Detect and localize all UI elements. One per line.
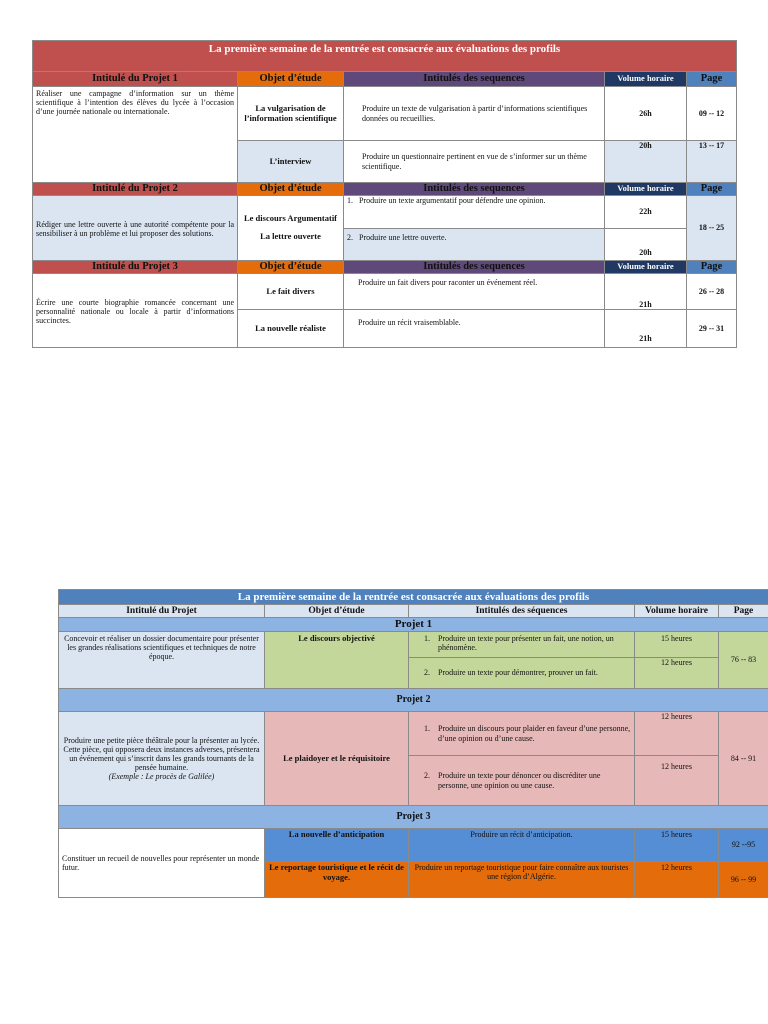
page-cell: 92 --95 [719,829,768,862]
objet-label: La lettre ouverte [260,231,321,242]
header-objet: Objet d’étude [238,183,344,196]
objet-cell: La nouvelle d’anticipation [265,829,409,862]
volume-cell: 12 heures [635,712,719,756]
volume-cell: 20h [605,141,687,183]
page-cell: 26 -- 28 [687,274,737,310]
header-page: Page [687,183,737,196]
project1-description: Réaliser une campagne d’information sur un thème scientifique à l’intention des élèves du lycée à l’occasion d’une journée nationale ou internationale. [33,87,238,183]
sequence-cell [344,229,605,261]
header-page: Page [687,72,737,87]
header-projet: Intitulé du Projet [59,605,265,618]
header-sequences: Intitulés des sequences [344,183,605,196]
page-cell: 29 -- 31 [687,310,737,348]
volume-cell: 15 heures [635,632,719,658]
project1-title: Intitulé du Projet 1 [33,72,238,87]
header-volume: Volume horaire [605,261,687,274]
sequence-text: Produire un texte pour dénoncer ou discréditer une personne, une opinion ou une cause. [438,771,601,790]
sequence-cell [409,712,635,756]
table1-banner: La première semaine de la rentrée est consacrée aux évaluations des profils [33,41,737,72]
header-page: Page [687,261,737,274]
description-text: Produire une petite pièce théâtrale pour la présenter au lycée. Cette pièce, qui opposera deux instances adverses, présentera un événement qui s’inscrit dans les grands tournants de la pensée humaine. [63,735,260,773]
objet-cell: La vulgarisation de l’information scientifique [238,87,344,141]
project3-title: Intitulé du Projet 3 [33,261,238,274]
list-number: 2. [424,771,430,781]
list-number: 1. [424,724,430,734]
list-number: 2. [424,668,430,678]
project1-label: Projet 1 [59,618,768,632]
header-page: Page [719,605,768,618]
header-volume: Volume horaire [605,183,687,196]
page-cell: 09 -- 12 [687,87,737,141]
sequence-cell [344,196,605,229]
sequence-cell: Produire un récit vraisemblable. [344,310,605,348]
curriculum-table-2 [58,589,768,898]
project3-description: Écrire une courte biographie romancée concernant une personnalité nationale ou locale à partir d’informations succinctes. [33,274,238,348]
objet-cell [238,196,344,261]
volume-cell: 12 heures [635,658,719,689]
project3-description: Constituer un recueil de nouvelles pour représenter un monde futur. [59,829,265,898]
page-cell: 76 -- 83 [719,632,768,689]
objet-cell: L’interview [238,141,344,183]
volume-cell: 20h [605,229,687,261]
project1-description: Concevoir et réaliser un dossier documentaire pour présenter les grandes réalisations scientifiques et techniques de notre époque. [59,632,265,689]
volume-cell: 21h [605,310,687,348]
list-number: 1. [424,634,430,643]
header-sequences: Intitulés des sequences [344,72,605,87]
header-sequences: Intitulés des séquences [409,605,635,618]
page-cell: 96 -- 99 [719,862,768,898]
list-number: 1. [347,196,353,206]
volume-cell: 26h [605,87,687,141]
table2-banner: La première semaine de la rentrée est consacrée aux évaluations des profils [59,590,768,605]
sequence-cell: Produire un questionnaire pertinent en vue de s’informer sur un thème scientifique. [344,141,605,183]
header-volume: Volume horaire [635,605,719,618]
objet-cell: Le fait divers [238,274,344,310]
project2-description [59,712,265,806]
sequence-cell: Produire un récit d’anticipation. [409,829,635,862]
header-objet: Objet d’étude [238,261,344,274]
volume-cell: 15 heures [635,829,719,862]
objet-cell: Le reportage touristique et le récit de voyage. [265,862,409,898]
curriculum-table-1 [32,40,737,348]
header-sequences: Intitulés des sequences [344,261,605,274]
header-volume: Volume horaire [605,72,687,87]
sequence-cell: Produire un fait divers pour raconter un événement réel. [344,274,605,310]
page-cell: 18 -- 25 [687,196,737,261]
sequence-text: Produire un texte pour démontrer, prouver un fait. [438,668,598,678]
objet-cell: Le discours objectivé [265,632,409,689]
project2-title: Intitulé du Projet 2 [33,183,238,196]
page-cell: 13 -- 17 [687,141,737,183]
objet-cell: La nouvelle réaliste [238,310,344,348]
header-objet: Objet d’étude [265,605,409,618]
sequence-cell [409,658,635,689]
volume-cell: 21h [605,274,687,310]
page-cell: 84 -- 91 [719,712,768,806]
volume-cell: 12 heures [635,862,719,898]
header-objet: Objet d’étude [238,72,344,87]
sequence-text: Produire un texte pour présenter un fait, une notion, un phénomène. [438,634,614,653]
project2-description: Rédiger une lettre ouverte à une autorité compétente pour la sensibiliser à un problème et lui proposer des solutions. [33,196,238,261]
sequence-text: Produire un discours pour plaider en faveur d’une personne, d’une opinion ou d’une cause. [438,724,631,743]
sequence-cell: Produire un reportage touristique pour faire connaître aux touristes une région d’Algérie. [409,862,635,898]
sequence-text: Produire une lettre ouverte. [359,233,447,243]
sequence-cell: Produire un texte de vulgarisation à partir d’informations scientifiques données ou recueillies. [344,87,605,141]
sequence-cell [409,756,635,806]
volume-cell: 22h [605,196,687,229]
sequence-cell [409,632,635,658]
objet-label: Le discours Argumentatif [243,213,338,224]
objet-cell: Le plaidoyer et le réquisitoire [265,712,409,806]
project3-label: Projet 3 [59,806,768,829]
list-number: 2. [347,233,353,243]
project2-label: Projet 2 [59,689,768,712]
volume-cell: 12 heures [635,756,719,806]
example-text: (Exemple : Le procès de Galilée) [108,772,215,782]
sequence-text: Produire un texte argumentatif pour défendre une opinion. [359,196,546,206]
